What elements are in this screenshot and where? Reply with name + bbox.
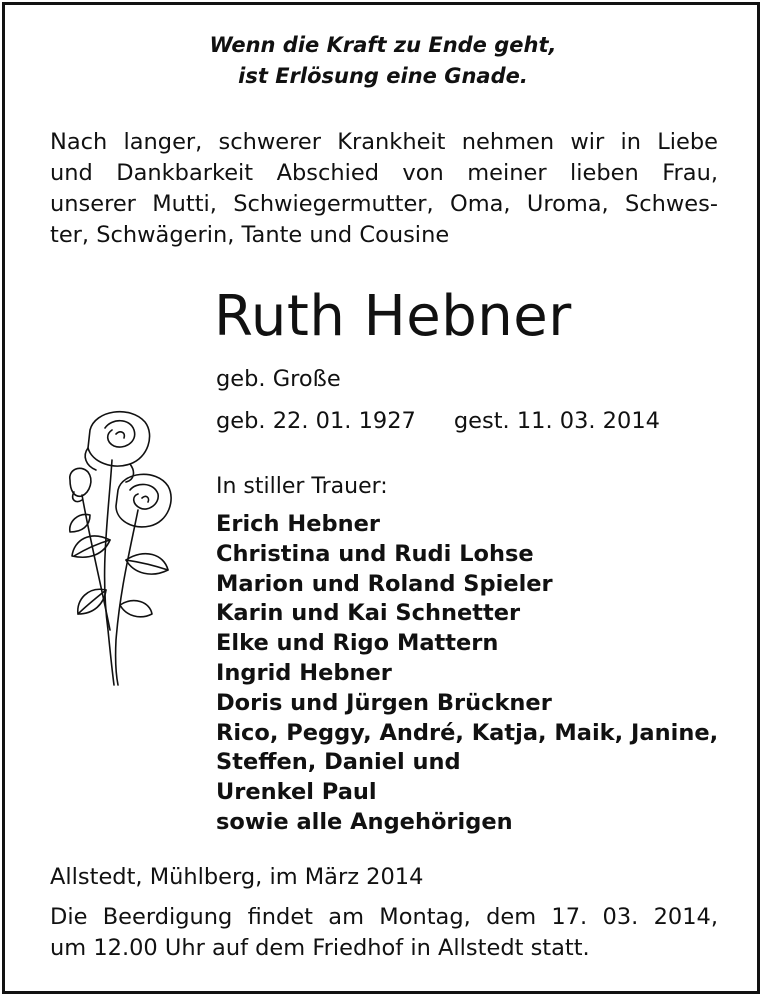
maiden-name: geb. Große [216,366,341,392]
mourners-list [216,510,718,838]
list-item: Rico, Peggy, André, Katja, Maik, Janine, [216,719,719,746]
motto-line-1: Wenn die Kraft zu Ende geht, [209,33,557,57]
funeral-line-2: um 12.00 Uhr auf dem Friedhof in Allstedt statt. [50,935,590,961]
funeral-notice [50,902,718,964]
life-dates [216,406,660,436]
motto-line-2: ist Erlösung eine Gnade. [238,64,528,88]
list-item: Steffen, Daniel und [216,749,461,776]
list-item: Elke und Rigo Mattern [216,630,499,657]
list-item: sowie alle Angehörigen [216,808,513,835]
intro-line-3: unserer Mutti, Schwiegermutter, Oma, Uroma, Schwes- [50,191,718,217]
list-item: Marion und Roland Spieler [216,570,553,597]
list-item: Karin und Kai Schnetter [216,600,521,627]
rose-illustration-icon [60,400,180,690]
deceased-name: Ruth Hebner [214,284,572,349]
intro-line-1: Nach langer, schwerer Krankheit nehmen wir in Liebe [50,129,718,155]
place-date: Allstedt, Mühlberg, im März 2014 [50,864,424,890]
funeral-line-1: Die Beerdigung findet am Montag, dem 17. 03. 2014, [50,904,718,930]
intro-line-4: ter, Schwägerin, Tante und Cousine [50,222,450,248]
intro-text [50,127,718,251]
intro-line-2: und Dankbarkeit Abschied von meiner lieben Frau, [50,160,718,186]
death-date: gest. 11. 03. 2014 [453,408,660,434]
list-item: Urenkel Paul [216,779,377,806]
list-item: Ingrid Hebner [216,659,392,686]
motto [0,30,766,92]
list-item: Christina und Rudi Lohse [216,540,534,567]
list-item: Erich Hebner [216,511,380,537]
mourning-label: In stiller Trauer: [216,474,388,499]
list-item: Doris und Jürgen Brückner [216,689,552,716]
birth-date: geb. 22. 01. 1927 [216,408,416,434]
